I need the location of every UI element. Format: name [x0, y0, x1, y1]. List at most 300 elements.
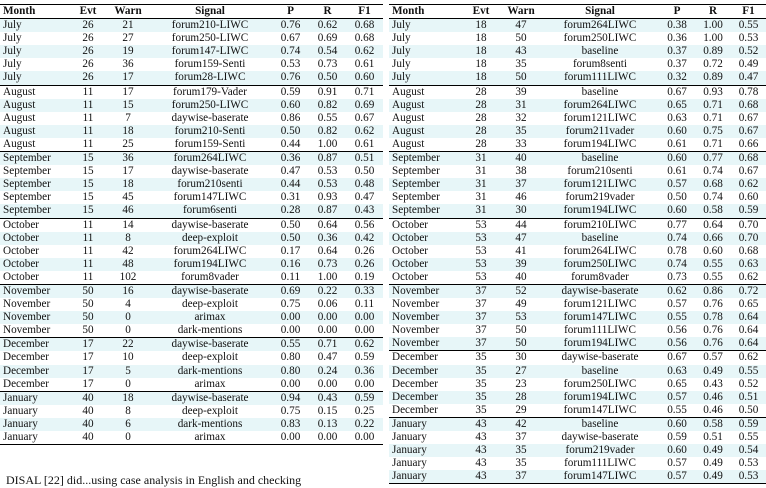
table-row — [389, 45, 766, 58]
table-cell: 0.61 — [667, 137, 687, 150]
table-cell: 0.65 — [738, 298, 759, 311]
table-cell: 43 — [501, 45, 541, 58]
table-cell: baseline — [541, 417, 659, 431]
table-cell: 0.94 — [272, 391, 309, 405]
table-cell: 0.64 — [309, 218, 346, 232]
table-cell: forum210senti — [148, 178, 272, 191]
table-cell: 0.19 — [354, 270, 375, 283]
table-cell: 0.67 — [731, 125, 766, 138]
table-cell: 0.56 — [346, 218, 383, 232]
table-cell: December — [392, 403, 438, 416]
table-cell: baseline — [541, 365, 659, 378]
table-cell: 0.76 — [272, 71, 309, 85]
table-cell: October — [0, 232, 68, 245]
table-cell: 28 — [475, 111, 487, 124]
table-cell: 35 — [461, 391, 501, 404]
table-cell: 47 — [501, 232, 541, 245]
table-row — [389, 152, 766, 166]
table-cell: deep-exploit — [148, 232, 272, 245]
left-table-body — [0, 19, 383, 445]
table-cell: 0.38 — [659, 19, 695, 33]
table-cell: August — [0, 99, 68, 112]
table-cell: forum250-LIWC — [148, 99, 272, 112]
table-cell: forum159-Senti — [174, 58, 246, 71]
table-cell: 0.15 — [317, 404, 338, 417]
table-cell: deep-exploit — [182, 298, 238, 311]
table-cell: dark-mentions — [177, 324, 243, 337]
table-cell: 0.26 — [346, 258, 383, 271]
table-row — [389, 191, 766, 204]
table-cell: January — [0, 418, 68, 431]
table-cell: 0.62 — [346, 125, 383, 138]
table-cell: 0.63 — [659, 365, 695, 378]
table-cell: September — [0, 204, 68, 218]
table-cell: forum210LIWC — [541, 218, 659, 232]
table-cell: 0.67 — [280, 32, 301, 45]
table-cell: August — [392, 111, 425, 124]
table-cell: 0.69 — [346, 99, 383, 112]
table-cell: 0.57 — [667, 457, 687, 470]
table-cell: 53 — [475, 270, 487, 283]
table-row — [0, 32, 383, 45]
table-cell: 43 — [475, 431, 487, 443]
table-cell: 25 — [122, 137, 134, 150]
table-cell: 0.62 — [738, 270, 759, 283]
table-cell: 0.32 — [659, 71, 695, 85]
table-cell: forum264LIWC — [148, 152, 272, 166]
table-row — [389, 378, 766, 391]
table-cell: 33 — [515, 137, 527, 150]
table-cell: 0.53 — [280, 58, 301, 71]
table-cell: September — [389, 204, 461, 218]
table-cell: 17 — [68, 365, 108, 378]
table-row — [389, 58, 766, 71]
table-cell: 0.57 — [659, 470, 695, 484]
table-cell: July — [392, 58, 411, 71]
table-cell: December — [0, 338, 68, 352]
table-cell: 23 — [515, 377, 527, 390]
table-cell: 0.87 — [309, 152, 346, 166]
table-cell: 0.68 — [354, 32, 375, 45]
table-cell: 0.76 — [695, 337, 731, 351]
table-cell: 39 — [501, 85, 541, 99]
table-cell: 0.44 — [272, 178, 309, 191]
table-cell: 36 — [122, 58, 134, 71]
column-header: F1 — [731, 5, 766, 19]
table-cell: 0.00 — [280, 324, 301, 337]
table-cell: 35 — [475, 377, 487, 390]
table-cell: 0.51 — [346, 152, 383, 166]
body-text-fragment: DISAL [22] did...using case analysis in English and checking — [6, 473, 302, 487]
table-cell: 0.55 — [667, 403, 687, 416]
table-cell: 15 — [82, 191, 94, 204]
table-cell: forum121LIWC — [563, 111, 637, 124]
left-table-header — [0, 5, 383, 19]
table-cell: 0.00 — [272, 311, 309, 324]
table-cell: daywise-baserate — [171, 165, 249, 178]
table-cell: 0.56 — [667, 324, 687, 337]
table-cell: 0.67 — [738, 165, 759, 178]
table-cell: December — [389, 391, 461, 404]
table-row — [389, 470, 766, 484]
table-row — [389, 444, 766, 457]
table-cell: 0.59 — [272, 85, 309, 99]
table-cell: 0.63 — [667, 111, 687, 124]
table-cell: 0.36 — [309, 232, 346, 245]
table-cell: 17 — [108, 85, 148, 99]
table-cell: forum147LIWC — [541, 470, 659, 484]
table-cell: 0 — [108, 311, 148, 324]
table-cell: 40 — [515, 270, 527, 283]
table-cell: 0.76 — [272, 19, 309, 33]
column-header: R — [695, 5, 731, 19]
column-header: R — [309, 5, 346, 19]
table-cell: 0.49 — [703, 457, 723, 470]
table-cell: August — [0, 85, 68, 99]
table-cell: forum159-Senti — [174, 137, 246, 150]
table-cell: 0.64 — [731, 311, 766, 324]
table-row — [389, 85, 766, 99]
table-cell: 0.62 — [659, 284, 695, 298]
table-cell: 0.49 — [695, 365, 731, 378]
table-row — [0, 218, 383, 232]
table-cell: 49 — [515, 298, 527, 311]
table-cell: forum179-Vader — [148, 85, 272, 99]
table-row — [389, 337, 766, 351]
table-cell: 0.74 — [703, 165, 723, 178]
table-cell: 27 — [122, 32, 134, 45]
table-cell: 31 — [461, 152, 501, 166]
table-cell: July — [3, 58, 22, 71]
table-cell: 43 — [461, 444, 501, 457]
table-cell: October — [3, 270, 40, 283]
table-cell: 0.61 — [354, 137, 375, 150]
table-cell: forum6senti — [148, 204, 272, 218]
table-cell: 0.74 — [703, 191, 723, 204]
table-cell: 0.43 — [346, 204, 383, 218]
table-cell: 0.36 — [346, 365, 383, 378]
table-cell: 0.00 — [354, 377, 375, 390]
left-results-table — [0, 4, 383, 445]
table-row — [389, 165, 766, 178]
right-results-table — [389, 4, 766, 484]
table-cell: 102 — [119, 270, 137, 283]
table-cell: 0.83 — [272, 418, 309, 431]
table-cell: 0.74 — [272, 45, 309, 58]
table-cell: 11 — [68, 85, 108, 99]
table-row — [389, 232, 766, 245]
table-row — [0, 152, 383, 166]
table-cell: September — [389, 152, 461, 166]
table-cell: 0.70 — [731, 232, 766, 245]
table-row — [389, 138, 766, 152]
table-row — [389, 112, 766, 125]
table-cell: forum250-LIWC — [171, 32, 249, 45]
table-cell: forum250LIWC — [563, 377, 637, 390]
table-cell: July — [3, 32, 22, 45]
table-cell: 0.57 — [667, 298, 687, 311]
table-cell: July — [0, 19, 68, 33]
table-cell: 1.00 — [695, 19, 731, 33]
table-row — [0, 405, 383, 418]
table-cell: forum147LIWC — [541, 311, 659, 324]
table-cell: January — [389, 444, 461, 457]
table-cell: 0 — [125, 377, 131, 390]
table-cell: 37 — [475, 298, 487, 311]
table-row — [0, 71, 383, 85]
table-cell: 0.53 — [317, 165, 338, 178]
table-cell: 0.50 — [272, 232, 309, 245]
table-cell: 0.93 — [695, 85, 731, 99]
table-cell: forum219vader — [565, 191, 635, 204]
table-cell: 0.46 — [695, 391, 731, 404]
table-row — [0, 365, 383, 378]
table-cell: November — [392, 324, 440, 337]
table-cell: 35 — [501, 444, 541, 457]
table-cell: 0.16 — [272, 258, 309, 271]
table-cell: 0.64 — [738, 324, 759, 337]
table-cell: 18 — [475, 32, 487, 45]
table-cell: 0.75 — [695, 125, 731, 138]
table-cell: December — [392, 377, 438, 390]
table-cell: deep-exploit — [182, 351, 238, 364]
table-cell: forum147LIWC — [173, 191, 247, 204]
table-cell: 0.72 — [731, 284, 766, 298]
table-cell: forum194LIWC — [148, 258, 272, 271]
table-row — [389, 204, 766, 218]
column-header: Signal — [541, 5, 659, 19]
table-cell: 19 — [108, 45, 148, 58]
table-cell: 0.00 — [309, 431, 346, 445]
table-cell: 0.57 — [659, 178, 695, 191]
table-cell: 45 — [122, 191, 134, 204]
table-cell: 0.68 — [731, 99, 766, 112]
table-cell: 11 — [82, 270, 94, 283]
table-cell: November — [0, 284, 68, 298]
table-cell: 15 — [68, 152, 108, 166]
table-cell: 18 — [108, 125, 148, 138]
table-cell: 0.59 — [346, 391, 383, 405]
table-cell: daywise-baserate — [148, 218, 272, 232]
table-cell: 0.00 — [280, 377, 301, 390]
table-cell: 15 — [68, 204, 108, 218]
table-cell: 0.65 — [659, 99, 695, 112]
table-cell: October — [389, 218, 461, 232]
table-cell: 0.47 — [317, 351, 338, 364]
table-cell: 37 — [475, 324, 487, 337]
table-cell: 26 — [68, 71, 108, 85]
table-cell: 0.48 — [346, 178, 383, 191]
table-cell: 0.73 — [667, 270, 687, 283]
table-cell: 0.47 — [354, 191, 375, 204]
table-cell: 16 — [108, 284, 148, 298]
table-cell: 0.55 — [731, 19, 766, 33]
table-cell: October — [389, 232, 461, 245]
table-cell: 17 — [82, 351, 94, 364]
column-header: Signal — [148, 5, 272, 19]
table-cell: 40 — [68, 418, 108, 431]
table-row — [0, 431, 383, 445]
table-cell: 11 — [68, 99, 108, 112]
table-cell: December — [3, 351, 49, 364]
table-cell: 0.47 — [280, 165, 301, 178]
table-cell: 0.54 — [309, 45, 346, 58]
table-cell: 0.50 — [309, 71, 346, 85]
table-cell: 0.64 — [731, 337, 766, 351]
table-cell: 42 — [122, 244, 134, 257]
table-row — [389, 271, 766, 285]
table-cell: 47 — [501, 19, 541, 33]
table-cell: 0.73 — [309, 258, 346, 271]
table-cell: 35 — [461, 365, 501, 378]
table-row — [389, 71, 766, 85]
table-cell: 0.50 — [272, 125, 309, 138]
table-cell: 0.57 — [659, 391, 695, 404]
table-cell: forum111LIWC — [564, 457, 636, 470]
table-cell: 0.31 — [280, 191, 301, 204]
table-cell: 27 — [501, 365, 541, 378]
table-row — [389, 365, 766, 378]
table-cell: forum111LIWC — [564, 324, 636, 337]
table-cell: August — [392, 137, 425, 150]
table-cell: 0.64 — [317, 244, 338, 257]
table-cell: forum250LIWC — [563, 32, 637, 45]
table-cell: 17 — [122, 165, 134, 178]
table-cell: baseline — [541, 45, 659, 58]
table-cell: forum211vader — [541, 125, 659, 138]
table-cell: October — [389, 258, 461, 271]
table-cell: daywise-baserate — [171, 111, 249, 124]
table-cell: 0.80 — [272, 365, 309, 378]
table-cell: forum194LIWC — [563, 137, 637, 150]
table-cell: January — [392, 431, 427, 443]
table-row — [389, 311, 766, 324]
table-cell: October — [0, 258, 68, 271]
table-row — [389, 125, 766, 138]
table-cell: 35 — [501, 125, 541, 138]
table-cell: 0.22 — [309, 284, 346, 298]
table-cell: 0.78 — [731, 85, 766, 99]
table-cell: 31 — [461, 178, 501, 191]
table-cell: 50 — [82, 324, 94, 337]
table-cell: 0.22 — [346, 418, 383, 431]
table-cell: 28 — [461, 99, 501, 112]
table-row — [389, 284, 766, 298]
column-header: Month — [389, 5, 461, 19]
table-cell: 0.60 — [659, 125, 695, 138]
table-cell: 0.43 — [309, 391, 346, 405]
table-cell: 1.00 — [317, 137, 338, 150]
table-cell: September — [0, 178, 68, 191]
table-cell: 50 — [515, 32, 527, 45]
table-cell: 0.50 — [272, 218, 309, 232]
table-cell: 0 — [125, 324, 131, 337]
table-cell: 0.65 — [667, 377, 687, 390]
table-cell: 50 — [68, 311, 108, 324]
table-cell: arimax — [148, 431, 272, 445]
table-cell: 0.62 — [346, 45, 383, 58]
table-row — [0, 311, 383, 324]
table-cell: November — [3, 324, 51, 337]
table-cell: dark-mentions — [148, 418, 272, 431]
table-cell: 0.69 — [317, 32, 338, 45]
table-cell: 7 — [125, 111, 131, 124]
table-cell: daywise-baserate — [148, 284, 272, 298]
table-row — [389, 391, 766, 404]
table-cell: 6 — [108, 418, 148, 431]
table-cell: 0.49 — [695, 470, 731, 484]
table-cell: 11 — [68, 125, 108, 138]
table-cell: August — [3, 137, 36, 150]
column-header: Evt — [68, 5, 108, 19]
table-cell: 48 — [108, 258, 148, 271]
table-row — [0, 245, 383, 258]
table-cell: 0.25 — [354, 404, 375, 417]
table-cell: 0.86 — [695, 284, 731, 298]
table-cell: 0.60 — [659, 204, 695, 218]
table-cell: 0.00 — [309, 311, 346, 324]
table-cell: January — [389, 417, 461, 431]
table-cell: 0.37 — [659, 45, 695, 58]
table-row — [0, 178, 383, 191]
table-cell: 43 — [461, 417, 501, 431]
table-cell: 50 — [68, 284, 108, 298]
table-cell: 0.55 — [703, 270, 723, 283]
table-cell: December — [3, 377, 49, 390]
table-row — [0, 418, 383, 431]
table-cell: daywise-baserate — [561, 431, 639, 443]
table-cell: forum8vader — [571, 270, 629, 283]
table-row — [389, 258, 766, 271]
table-cell: 0.58 — [695, 204, 731, 218]
table-row — [0, 125, 383, 138]
table-cell: 0.77 — [659, 218, 695, 232]
table-cell: 28 — [475, 137, 487, 150]
table-cell: 0.43 — [703, 377, 723, 390]
table-cell: forum121LIWC — [563, 298, 637, 311]
table-cell: 46 — [515, 191, 527, 204]
table-cell: 35 — [515, 457, 527, 470]
table-cell: 50 — [515, 324, 527, 337]
table-cell: 26 — [68, 45, 108, 58]
table-row — [0, 45, 383, 58]
table-cell: forum8vader — [181, 270, 239, 283]
table-cell: 0.37 — [667, 58, 687, 71]
table-cell: 0.74 — [659, 232, 695, 245]
table-cell: 0.59 — [731, 417, 766, 431]
table-row — [389, 19, 766, 33]
table-cell: 0.71 — [703, 137, 723, 150]
table-cell: 0.60 — [346, 71, 383, 85]
table-cell: September — [392, 165, 440, 178]
table-cell: 0.66 — [695, 232, 731, 245]
table-row — [389, 404, 766, 418]
table-cell: 0.67 — [659, 85, 695, 99]
table-cell: 0.72 — [703, 58, 723, 71]
table-cell: 40 — [501, 152, 541, 166]
table-cell: forum210senti — [567, 165, 633, 178]
table-cell: 35 — [515, 58, 527, 71]
table-cell: December — [389, 351, 461, 365]
table-row — [0, 351, 383, 364]
table-cell: 0.74 — [659, 258, 695, 271]
table-cell: 0.62 — [346, 338, 383, 352]
table-cell: August — [389, 125, 461, 138]
table-cell: July — [389, 71, 461, 85]
table-cell: 17 — [82, 377, 94, 390]
right-table-header — [389, 5, 766, 19]
table-cell: 0.60 — [659, 152, 695, 166]
